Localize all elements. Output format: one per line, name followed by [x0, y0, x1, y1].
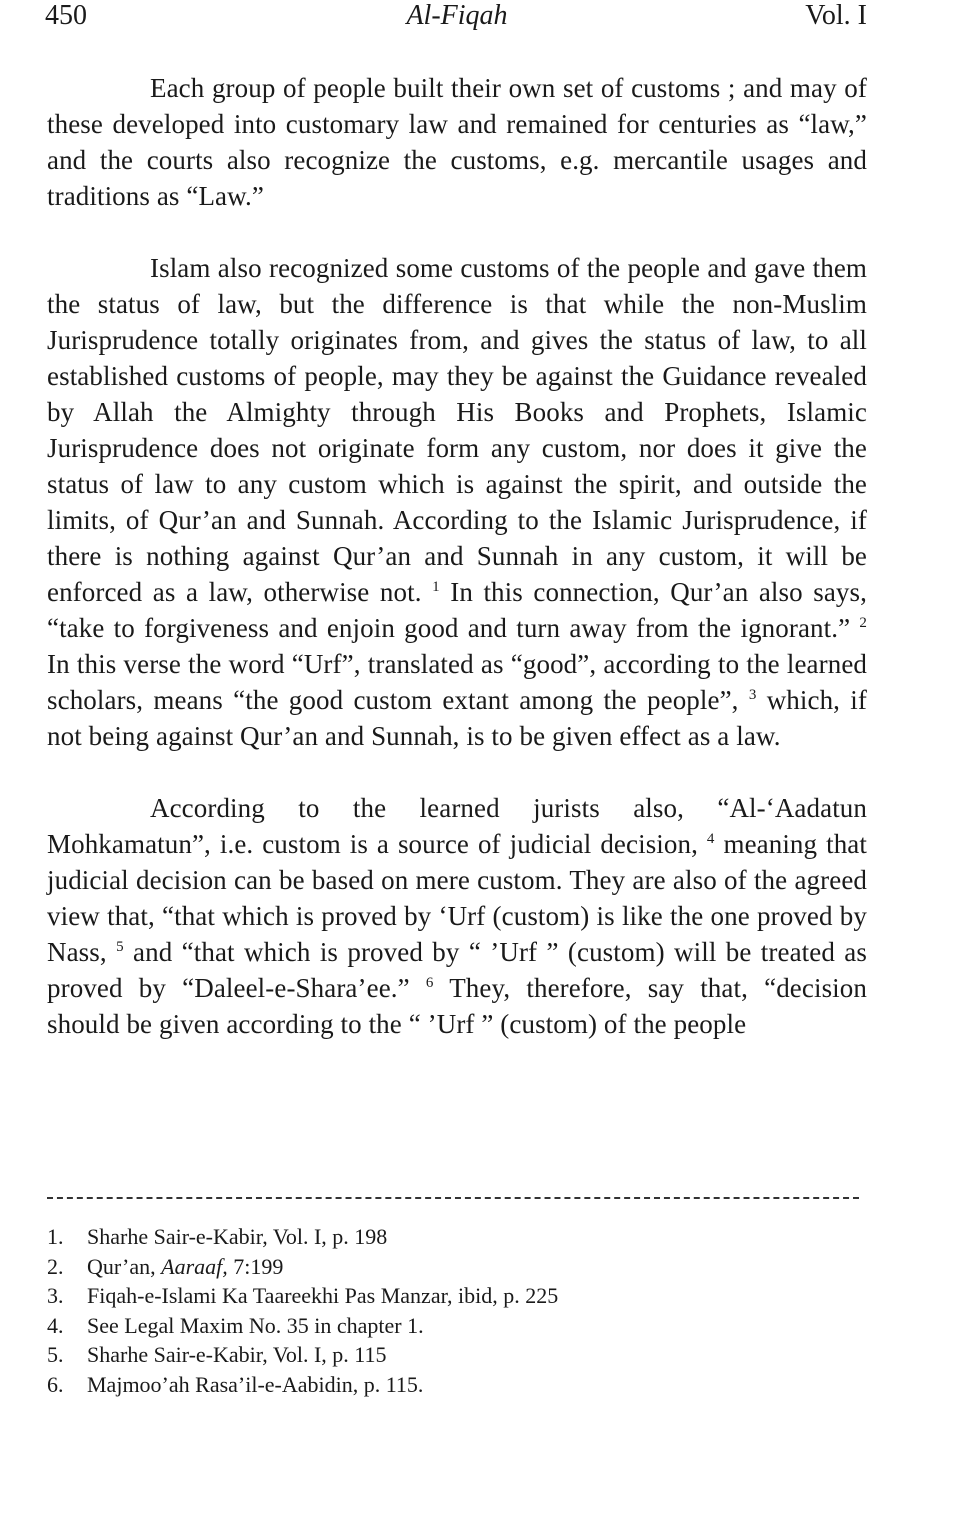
paragraph-text: Each group of people built their own set of customs ; and may of these developed into customary law and remained for centuries as “law,” and the courts also recognize the customs, e.g. mercantile usages and traditions as “Law.” [47, 73, 867, 211]
footnote-ref-3: 3 [748, 687, 757, 703]
footnote-item [47, 1370, 867, 1400]
running-header [47, 0, 867, 40]
footnote-item [47, 1311, 867, 1341]
footnote-item [47, 1281, 867, 1311]
footnote-number: 6. [47, 1371, 64, 1397]
page-number: 450 [45, 0, 87, 31]
paragraph-text: They, therefore, say that, “decision should be given according to the “ ’Urf ” (custom) of the people [47, 973, 867, 1039]
paragraph-text: In this verse the word “Urf”, translated as “good”, according to the learned scholars, means “the good custom extant among the people”, [47, 649, 867, 715]
footnote-item [47, 1222, 867, 1252]
footnote-ref-4: 4 [706, 831, 715, 847]
footnote-number: 1. [47, 1224, 64, 1249]
footnote-text: Fiqah-e-Islami Ka Taareekhi Pas Manzar, ibid, p. 225 [87, 1283, 559, 1308]
book-title: Al-Fiqah [406, 0, 508, 31]
paragraph-text: According to the learned jurists also, “Al-‘Aadatun Mohkamatun”, i.e. custom is a source of judicial decision, [47, 793, 867, 859]
body-text [47, 70, 867, 1078]
footnote-text: Majmoo’ah Rasa’il-e-Aabidin, p. 115. [87, 1371, 424, 1397]
paragraph-3 [47, 790, 867, 1042]
footnote-text: Sharhe Sair-e-Kabir, Vol. I, p. 115 [87, 1342, 387, 1367]
paragraph-text: which, if not being against Qur’an and Sunnah, is to be given effect as a law. [47, 685, 868, 751]
footnote-text-suffix: 7:199 [227, 1253, 284, 1279]
paragraph-text: and “that which is proved by “ ’Urf ” (custom) will be treated as proved by “Daleel-e-Shara’ee.” [47, 937, 867, 1003]
paragraph-text: Islam also recognized some customs of the people and gave them the status of law, but the difference is that while the non-Muslim Jurisprudence totally originates from, and gives the status of law, to all established customs of people, may they be against the Guidance revealed by Allah the Almighty through His Books and Prophets, Islamic Jurisprudence does not originate form any custom, nor does it give the status of law to any custom which is against the spirit, and outside the limits, of Qur’an and Sunnah. According to the Islamic Jurisprudence, if there is nothing against Qur’an and Sunnah in any custom, it will be enforced as a law, otherwise not. [47, 253, 867, 607]
footnote-item [47, 1252, 867, 1282]
volume-label: Vol. I [805, 0, 867, 31]
footnote-number: 3. [47, 1283, 64, 1308]
footnote-surah-name: Aaraaf, [161, 1253, 228, 1279]
footnote-text: See Legal Maxim No. 35 in chapter 1. [87, 1312, 424, 1338]
footnote-item [47, 1340, 867, 1370]
footnote-text-prefix: Qur’an, [87, 1253, 162, 1279]
footnote-divider [47, 1197, 859, 1199]
paragraph-text: In this connection, Qur’an also says, “take to forgiveness and enjoin good and turn away from the ignorant.” [47, 577, 867, 643]
paragraph-1 [47, 70, 867, 214]
footnote-ref-2: 2 [859, 615, 868, 631]
book-page [45, 0, 868, 1397]
footnote-ref-6: 6 [425, 975, 434, 991]
footnote-text: Sharhe Sair-e-Kabir, Vol. I, p. 198 [87, 1224, 388, 1249]
footnote-ref-5: 5 [116, 939, 124, 955]
footnote-number: 4. [47, 1312, 64, 1338]
footnote-text [87, 1252, 283, 1282]
footnote-number: 2. [47, 1253, 64, 1279]
paragraph-2 [47, 250, 867, 754]
footnotes [47, 1222, 867, 1399]
paragraph-text: meaning that judicial decision can be based on mere custom. They are also of the agreed view that, “that which is proved by ‘Urf (custom) is like the one proved by Nass, [47, 829, 867, 967]
footnote-ref-1: 1 [432, 579, 440, 595]
footnote-number: 5. [47, 1342, 64, 1367]
